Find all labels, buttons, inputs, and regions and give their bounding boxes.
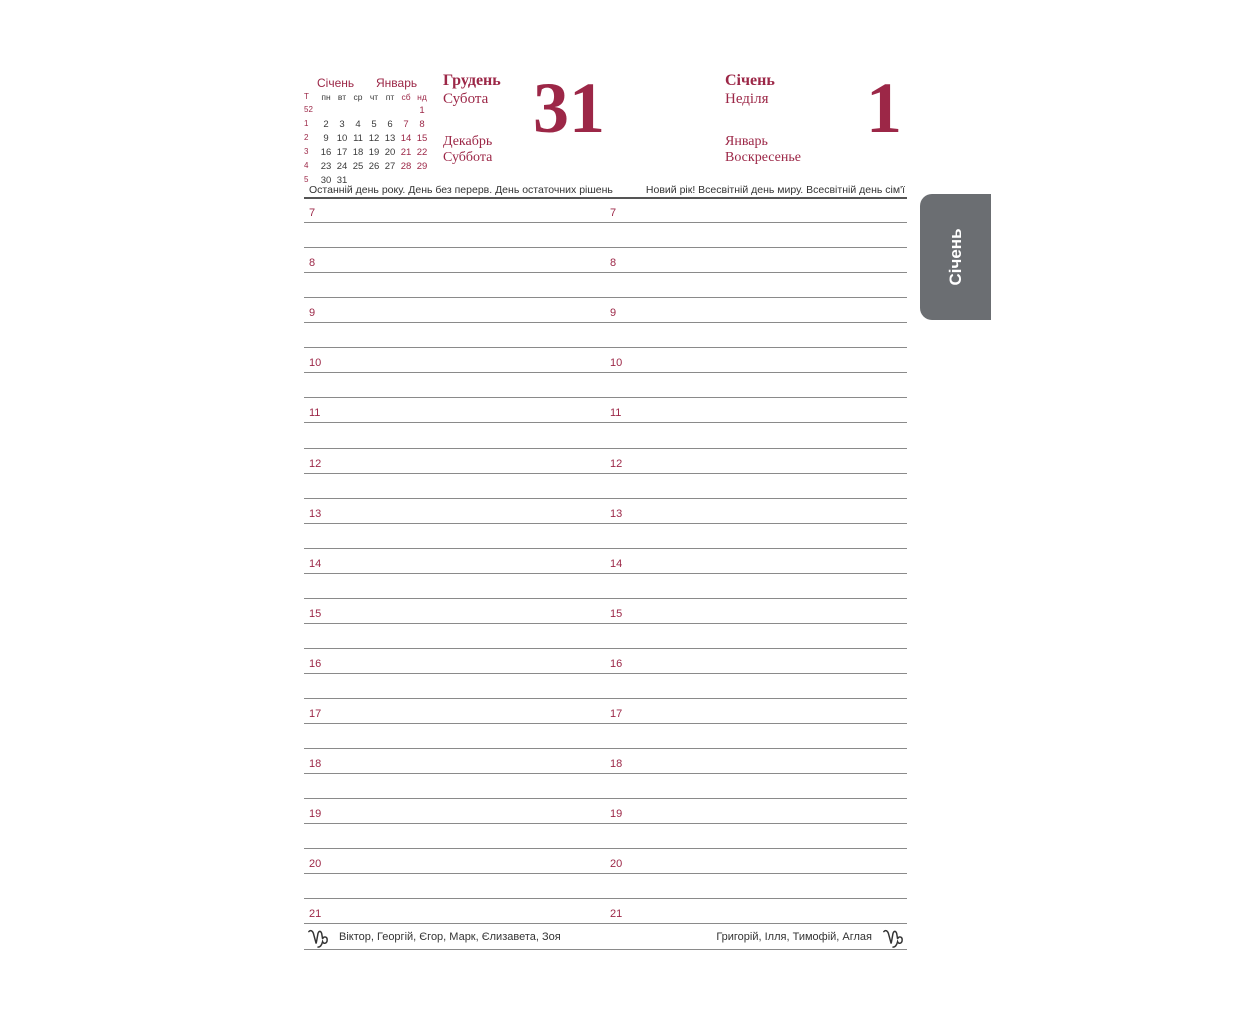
right-day-number: 1 — [866, 68, 902, 148]
mini-calendar-month-ru: Январь — [376, 76, 418, 90]
mini-calendar-day: 12 — [368, 133, 380, 144]
mini-calendar-week-number: 4 — [304, 161, 309, 170]
right-hour-label: 17 — [610, 708, 623, 720]
mini-calendar-weekday: чт — [369, 92, 379, 102]
mini-calendar-day: 13 — [384, 133, 396, 144]
left-hour-label: 14 — [309, 557, 322, 570]
ruled-line — [304, 247, 907, 248]
mini-calendar-day: 1 — [419, 105, 425, 116]
left-day-number: 31 — [533, 68, 605, 148]
mini-calendar-weekday: пн — [321, 92, 331, 102]
ruled-line — [304, 823, 907, 824]
left-month-ua: Грудень — [443, 72, 501, 89]
right-hour-label: 19 — [610, 808, 623, 821]
mini-calendar-day: 8 — [419, 119, 425, 130]
mini-calendar-week-number: 2 — [304, 133, 309, 142]
capricorn-icon — [307, 927, 329, 949]
ruled-line — [304, 748, 907, 749]
ruled-line — [304, 498, 907, 499]
ruled-line — [304, 598, 907, 599]
mini-calendar-day: 30 — [320, 175, 332, 186]
ruled-line — [304, 272, 907, 273]
right-hour-label: 10 — [610, 357, 623, 370]
left-day-caption: Останній день року. День без перерв. День остаточних рішень — [309, 184, 613, 196]
right-hour-label: 8 — [610, 257, 617, 270]
capricorn-icon — [882, 927, 904, 949]
mini-calendar-day: 10 — [336, 133, 348, 144]
mini-calendar-weekday: сб — [401, 92, 411, 102]
ruled-line — [304, 873, 907, 874]
left-hour-label: 16 — [309, 657, 322, 670]
mini-calendar-day: 3 — [339, 119, 345, 130]
right-hour-label: 7 — [610, 207, 617, 219]
mini-calendar-day: 11 — [353, 133, 363, 144]
mini-calendar-day: 25 — [352, 161, 364, 172]
ruled-line — [304, 848, 907, 849]
mini-calendar-day: 29 — [416, 161, 428, 172]
left-weekday-ru: Суббота — [443, 150, 493, 165]
mini-calendar-week-number: 52 — [304, 105, 313, 114]
right-day-header — [725, 72, 801, 166]
left-hour-label: 18 — [309, 758, 322, 771]
mini-calendar-day: 27 — [384, 161, 396, 172]
left-hour-label: 10 — [309, 357, 322, 370]
right-hour-label: 15 — [610, 607, 623, 620]
left-hour-label: 8 — [309, 257, 316, 270]
right-weekday-ua: Неділя — [725, 91, 769, 107]
left-day-header — [443, 72, 501, 166]
ruled-line — [304, 322, 907, 323]
mini-calendar-day: 16 — [320, 147, 332, 158]
month-tab-label: Січень — [945, 228, 965, 286]
ruled-line — [304, 523, 907, 524]
ruled-line — [304, 698, 907, 699]
ruled-line — [304, 798, 907, 799]
right-hour-label: 9 — [610, 307, 617, 320]
mini-calendar-day: 28 — [400, 161, 412, 172]
mini-calendar-day: 17 — [336, 147, 348, 158]
mini-calendar-weekday: вт — [337, 92, 347, 102]
right-day-caption: Новий рік! Всесвітній день миру. Всесвітній день сім'ї — [645, 184, 905, 196]
left-name-days: Віктор, Георгій, Єгор, Марк, Єлизавета, Зоя — [339, 931, 561, 943]
mini-calendar-week-number: 3 — [304, 147, 309, 156]
ruled-line — [304, 397, 907, 398]
mini-calendar-week-number: 1 — [304, 119, 309, 128]
left-hour-label: 20 — [309, 858, 322, 871]
mini-calendar-day: 20 — [384, 147, 396, 158]
right-hour-label: 20 — [610, 858, 623, 871]
right-name-days: Григорій, Ілля, Тимофій, Аглая — [716, 931, 872, 943]
mini-calendar-day: 2 — [323, 119, 329, 130]
mini-calendar-weekday: ср — [353, 92, 363, 102]
mini-calendar-day: 22 — [416, 147, 428, 158]
mini-calendar-day: 19 — [368, 147, 380, 158]
right-hour-label: 16 — [610, 657, 623, 670]
ruled-line — [304, 898, 907, 899]
mini-calendar-day: 21 — [400, 147, 412, 158]
mini-calendar-day: 4 — [355, 119, 361, 130]
left-hour-label: 19 — [309, 808, 322, 821]
mini-calendar-day: 9 — [323, 133, 329, 144]
month-tab[interactable] — [920, 194, 991, 320]
left-hour-label: 17 — [309, 708, 322, 720]
ruled-line — [304, 448, 907, 449]
right-hour-label: 12 — [610, 457, 623, 470]
mini-calendar-day: 18 — [352, 147, 364, 158]
ruled-line — [304, 422, 907, 423]
left-month-ru: Декабрь — [443, 134, 493, 149]
mini-calendar-day: 14 — [400, 133, 412, 144]
right-hour-label: 21 — [610, 908, 623, 921]
left-hour-label: 13 — [309, 507, 322, 520]
ruled-line — [304, 949, 907, 950]
mini-calendar-day: 31 — [336, 175, 348, 186]
mini-calendar-weekday: нд — [417, 92, 427, 102]
mini-calendar-week-header: Т — [304, 92, 309, 101]
ruled-line — [304, 573, 907, 574]
ruled-line — [304, 297, 907, 298]
ruled-line — [304, 623, 907, 624]
mini-calendar-day: 26 — [368, 161, 380, 172]
ruled-line — [304, 773, 907, 774]
right-month-ua: Січень — [725, 72, 775, 89]
ruled-line — [304, 548, 907, 549]
mini-calendar-day: 23 — [320, 161, 332, 172]
mini-calendar-week-number: 5 — [304, 175, 309, 184]
right-hour-label: 13 — [610, 507, 623, 520]
left-hour-label: 12 — [309, 457, 322, 470]
mini-calendar-day: 5 — [371, 119, 377, 130]
mini-calendar-month-ua: Січень — [317, 76, 355, 90]
right-hour-label: 14 — [610, 557, 623, 570]
mini-calendar-day: 15 — [416, 133, 428, 144]
mini-calendar-day: 6 — [387, 119, 393, 130]
mini-calendar-weekday: пт — [385, 92, 395, 102]
mini-calendar-day: 7 — [403, 119, 409, 130]
ruled-line — [304, 222, 907, 223]
left-hour-label: 9 — [309, 307, 316, 320]
ruled-line — [304, 347, 907, 348]
right-month-ru: Январь — [725, 134, 768, 149]
ruled-line — [304, 372, 907, 373]
ruled-line — [304, 197, 907, 199]
left-weekday-ua: Субота — [443, 91, 489, 107]
ruled-line — [304, 473, 907, 474]
left-hour-label: 15 — [309, 607, 322, 620]
ruled-line — [304, 923, 907, 924]
right-hour-label: 11 — [610, 407, 622, 420]
mini-calendar-day: 24 — [336, 161, 348, 172]
right-weekday-ru: Воскресенье — [725, 150, 801, 165]
left-hour-label: 7 — [309, 207, 316, 219]
ruled-line — [304, 673, 907, 674]
ruled-line — [304, 723, 907, 724]
left-hour-label: 21 — [309, 908, 322, 921]
left-hour-label: 11 — [309, 407, 321, 420]
right-hour-label: 18 — [610, 758, 623, 771]
ruled-line — [304, 648, 907, 649]
